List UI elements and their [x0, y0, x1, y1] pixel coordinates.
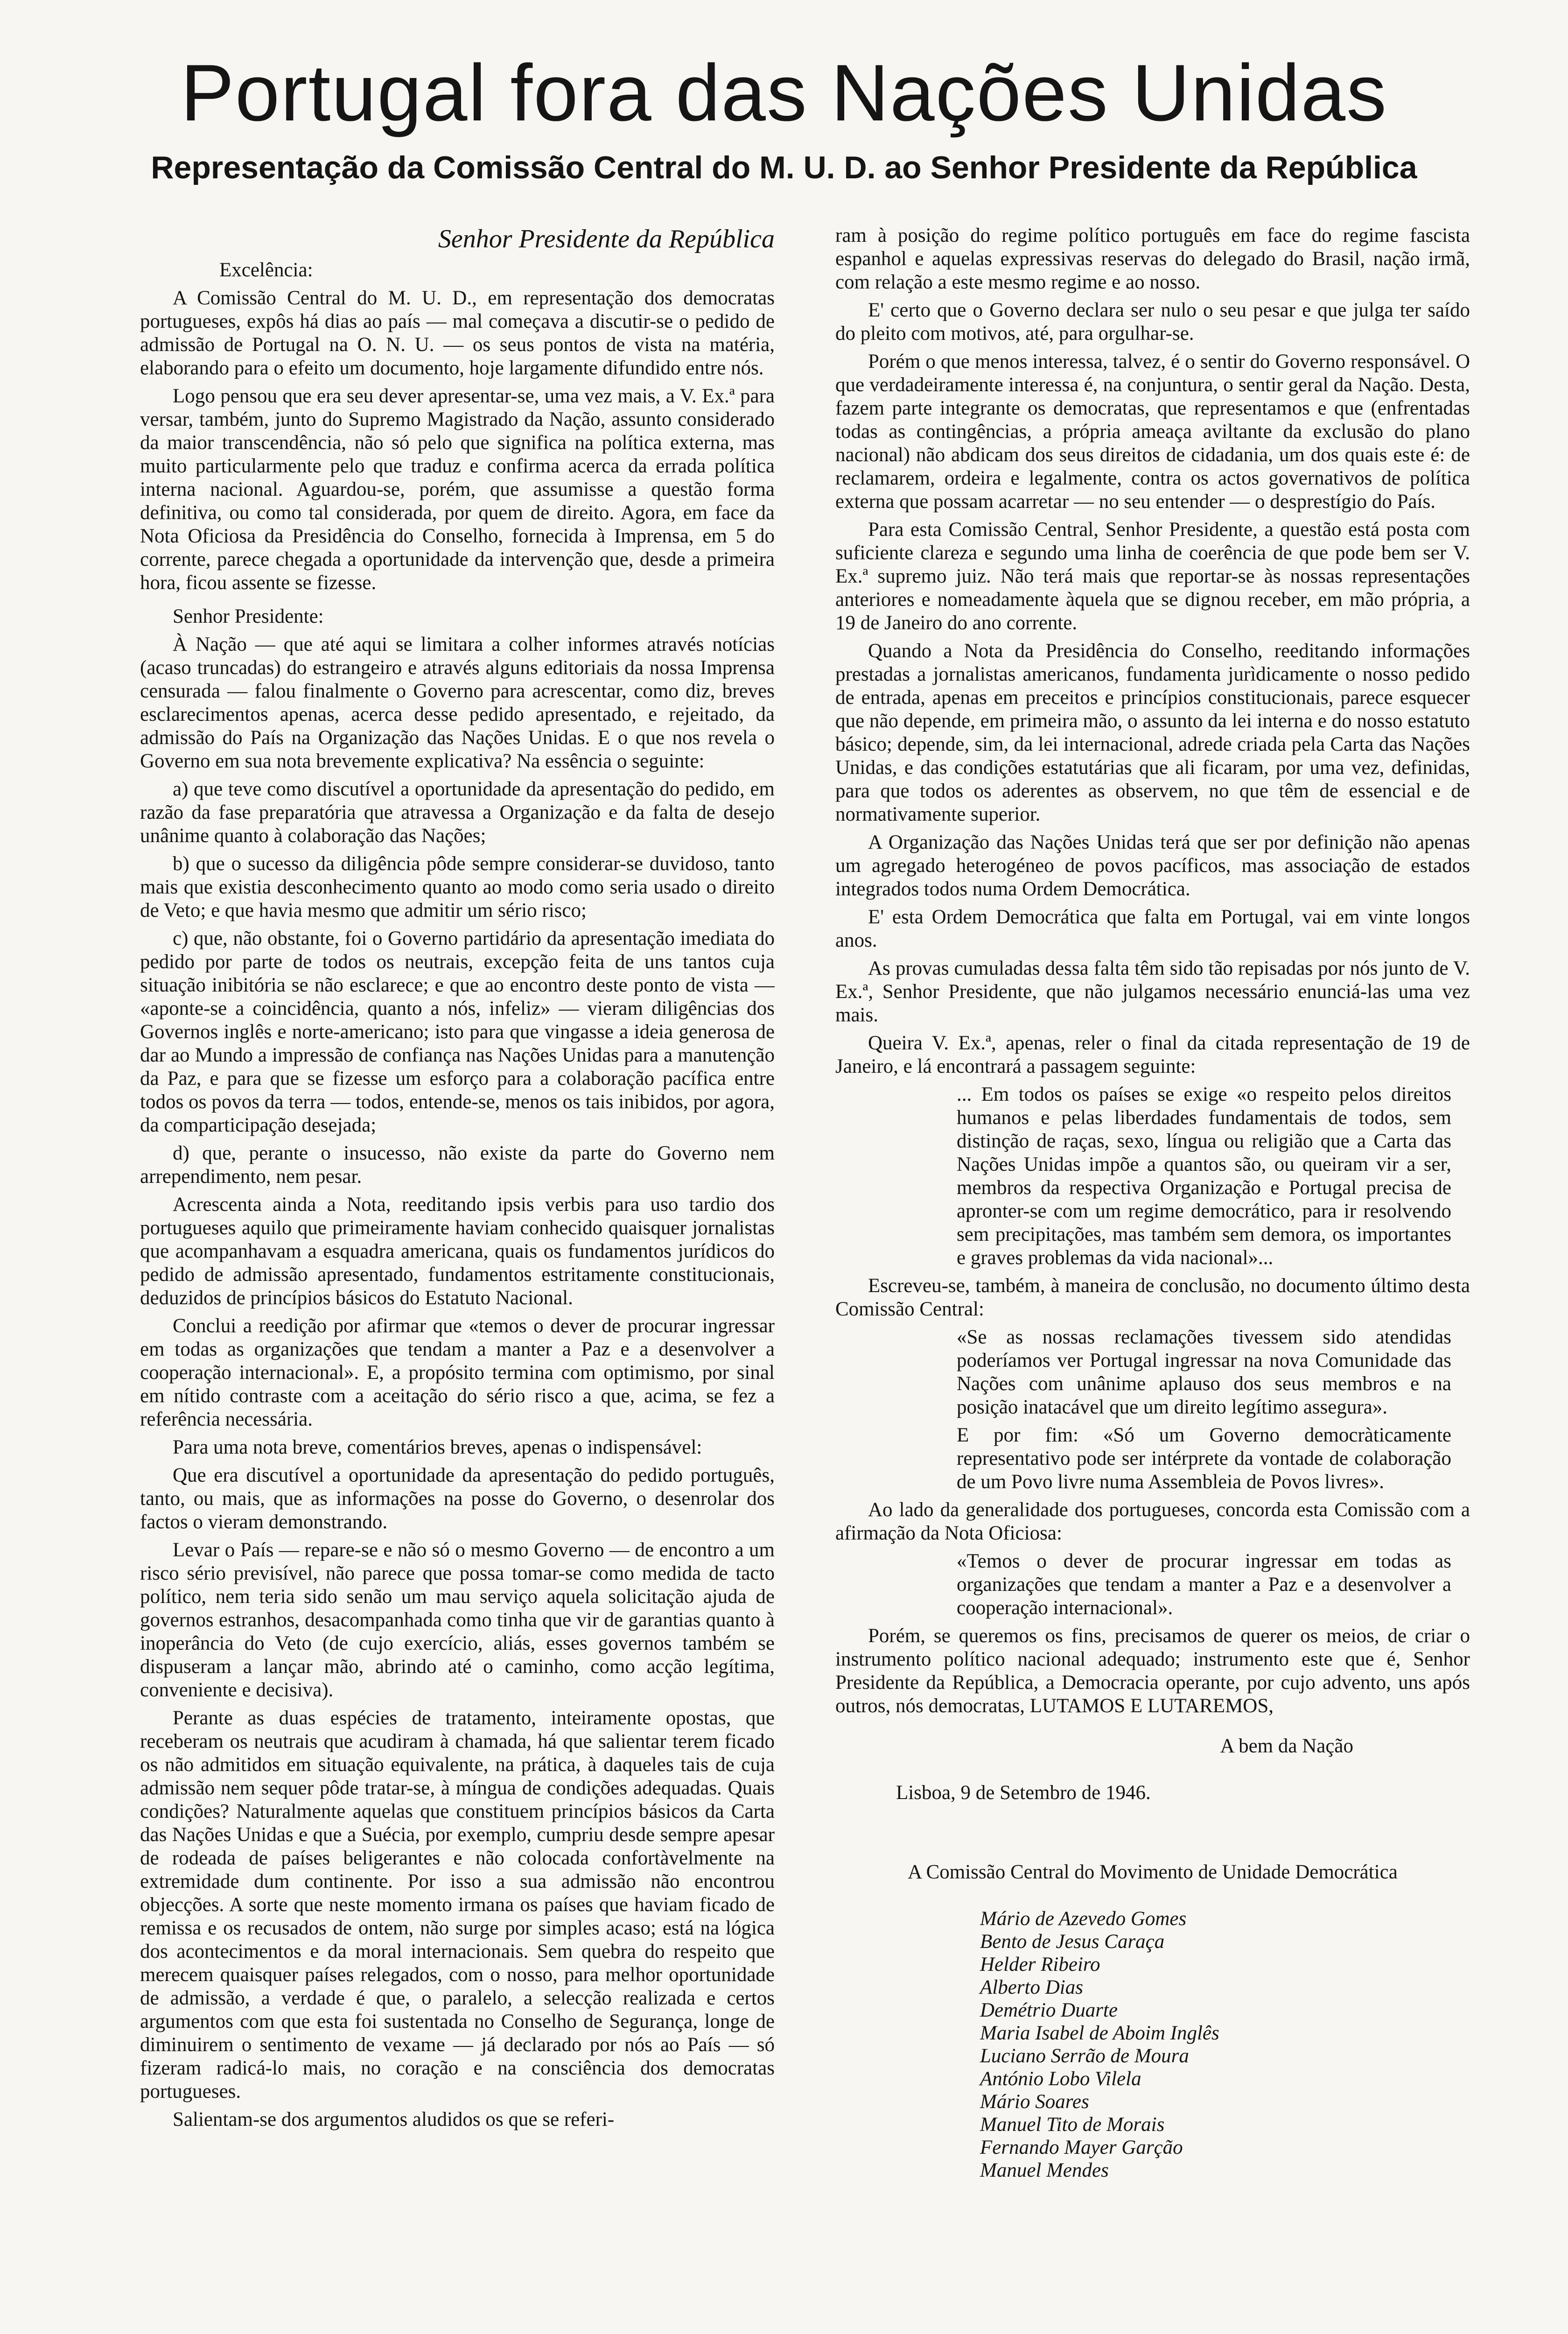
list-item-a: a) que teve como discutível a oportunidade da apresentação do pedido, em razão da fase preparatória que atravessa a Organização e da falta de desejo unânime quanto à colaboração das Nações; — [140, 778, 775, 847]
signature: Alberto Dias — [980, 1976, 1083, 1998]
committee-name: A Comissão Central do Movimento de Unidade Democrática — [908, 1861, 1398, 1883]
signature: Fernando Mayer Garção — [980, 2137, 1183, 2158]
salutation-heading: Senhor Presidente da República — [438, 225, 775, 253]
salutation-senhor-presidente: Senhor Presidente: — [173, 605, 324, 627]
place-date: Lisboa, 9 de Setembro de 1946. — [896, 1782, 1151, 1804]
block-quote: «Temos o dever de procurar ingressar em todas as organizações que tendam a manter a Paz e a desenvolver a cooperação internacional». — [957, 1550, 1451, 1619]
block-quote: ... Em todos os países se exige «o respeito pelos direitos humanos e pelas liberdades fundamentais de todos, sem distinção de raças, sexo, língua ou religião que a Carta das Nações Unidas impõe a quantos são, ou queiram vir a ser, membros da respectiva Organização e Portugal precisa de apronter-se com um regime democrático, para ir resolvendo sem precipitações, mas também sem demora, os importantes e graves problemas da vida nacional»... — [957, 1083, 1451, 1269]
paragraph: Conclui a reedição por afirmar que «temos o dever de procurar ingressar em todas as organizações que tendam a manter a Paz e a desenvolver a cooperação internacional». E, a propósito termina com optimismo, por sinal em nítido contraste com a aceitação do sério risco a que, acima, se fez a referência necessária. — [140, 1315, 775, 1430]
paragraph: Ao lado da generalidade dos portugueses, concorda esta Comissão com a afirmação da Nota Oficiosa: — [835, 1499, 1470, 1544]
salutation-excelencia: Excelência: — [219, 259, 313, 281]
paragraph: Levar o País — repare-se e não só o mesmo Governo — de encontro a um risco sério previsível, não parece que possa tomar-se como medida de tacto político, nem teria sido senão um mau serviço aquela solicitação ajuda de governos estranhos, desacompanhada como tinha que vir de garantias quanto à inoperância do Veto (de cujo exercício, aliás, esses governos também se dispuseram a lançar mão, abrindo até o caminho, como acção legítima, conveniente e decisiva). — [140, 1539, 775, 1701]
signature: Manuel Tito de Morais — [980, 2114, 1165, 2136]
paragraph: Escreveu-se, também, à maneira de conclusão, no documento último desta Comissão Central: — [835, 1275, 1470, 1320]
list-item-b: b) que o sucesso da diligência pôde sempre considerar-se duvidoso, tanto mais que existia desconhecimento quanto ao modo como seria usado o direito de Veto; e que havia mesmo que admitir um sério risco; — [140, 853, 775, 921]
paragraph: A Comissão Central do M. U. D., em representação dos democratas portugueses, expôs há dias ao país — mal começava a discutir-se o pedido de admissão de Portugal na O. N. U. — os seus pontos de vista na matéria, elaborando para o efeito um documento, hoje largamente difundido entre nós. — [140, 287, 775, 379]
block-quote: «Se as nossas reclamações tivessem sido atendidas poderíamos ver Portugal ingressar na nova Comunidade das Nações com unânime aplauso dos seus membros e na posição inatacável que um direito legítimo assegura». — [957, 1326, 1451, 1418]
list-item-c: c) que, não obstante, foi o Governo partidário da apresentação imediata do pedido por parte de todos os neutrais, excepção feita de uns tantos cuja situação inibitória se não esclarece; e que ao encontro deste ponto de vista — «aponte-se a coincidência, quanto a nós, infeliz» — vieram diligências dos Governos inglês e norte-americano; isto para que vingasse a ideia generosa de dar ao Mundo a impressão de confiança nas Nações Unidas para a manutenção da Paz, e para que se fizesse um esforço para a colaboração pacífica entre todos os povos da terra — todos, entende-se, menos os tais inibidos, por agora, da comparticipação desejada; — [140, 928, 775, 1136]
paragraph: Quando a Nota da Presidência do Conselho, reeditando informações prestadas a jornalistas americanos, fundamenta jurìdicamente o nosso pedido de entrada, apenas em preceitos e princípios constitucionais, parece esquecer que não depende, em primeira mão, o assunto da lei interna e do nosso estatuto básico; depende, sim, da lei internacional, adrede criada pela Carta das Nações Unidas, e das condições estatutárias que ali ficaram, por uma vez, definidas, para que todos os aderentes as observem, no que têm de essencial e de normativamente superior. — [835, 640, 1470, 825]
paragraph: ram à posição do regime político português em face do regime fascista espanhol e aquelas expressivas reservas do delegado do Brasil, nação irmã, com relação a este mesmo regime e ao nosso. — [835, 225, 1470, 293]
closing-formula: A bem da Nação — [1220, 1735, 1353, 1757]
signature: Bento de Jesus Caraça — [980, 1931, 1165, 1953]
signature: Mário Soares — [980, 2091, 1089, 2113]
signature: Demétrio Duarte — [980, 1999, 1118, 2021]
right-column — [835, 224, 1470, 2334]
paragraph: Para uma nota breve, comentários breves, apenas o indispensável: — [173, 1436, 702, 1458]
paragraph: Porém o que menos interessa, talvez, é o sentir do Governo responsável. O que verdadeiramente interessa é, na conjuntura, o sentir geral da Nação. Desta, fazem parte integrante os democratas, que representamos e que (enfrentadas todas as contingências, a própria ameaça aviltante da exclusão do plano nacional) não abdicam dos seus direitos de cidadania, um dos quais este é: de reclamarem, ordeira e legalmente, contra os actos governativos de política externa que possam acarretar — no seu entender — o desprestígio do País. — [835, 351, 1470, 513]
signature: Mário de Azevedo Gomes — [980, 1908, 1187, 1930]
page-title: Portugal fora das Nações Unidas — [180, 48, 1388, 138]
paragraph: E' certo que o Governo declara ser nulo o seu pesar e que julga ter saído do pleito com motivos, até, para orgulhar-se. — [835, 299, 1470, 344]
page-subtitle: Representação da Comissão Central do M. U. D. ao Senhor Presidente da República — [151, 150, 1417, 185]
paragraph: Perante as duas espécies de tratamento, inteiramente opostas, que receberam os neutrais que acudiram à chamada, há que salientar terem ficado os não admitidos em situação equivalente, na prática, à daqueles tais de cuja admissão nem sequer pôde tratar-se, à míngua de condições adequadas. Quais condições? Naturalmente aquelas que constituem princípios básicos da Carta das Nações Unidas e que a Suécia, por exemplo, cumpriu desde sempre apesar de rodeada de países beligerantes e não colocada confortàvelmente na extremidade dum continente. Por isso a sua admissão não encontrou objecções. A sorte que neste momento irmana os países que haviam ficado de remissa e os recusados de ontem, não surge por simples acaso; está na lógica dos acontecimentos e da moral internacionais. Sem quebra do respeito que merecem quaisquer países relegados, com o nosso, para melhor oportunidade de admissão, a verdade é que, o paralelo, a selecção realizada e certos argumentos com que esta foi sustentada no Conselho de Segurança, longe de diminuirem o sentimento de vexame — já declarado por nós ao País — só fizeram radicá-lo mais, no coração e na consciência dos democratas portugueses. — [140, 1707, 775, 2102]
block-quote: E por fim: «Só um Governo democràticamente representativo pode ser intérprete da vontade de colaboração de um Povo livre numa Assembleia de Povos livres». — [957, 1424, 1451, 1493]
left-column — [140, 224, 775, 2334]
paragraph: À Nação — que até aqui se limitara a colher informes através notícias (acaso truncadas) do estrangeiro e através alguns editoriais da nossa Imprensa censurada — falou finalmente o Governo para acrescentar, como diz, breves esclarecimentos apenas, acerca desse pedido apresentado, e rejeitado, da admissão do País na Organização das Nações Unidas. E o que nos revela o Governo em sua nota brevemente explicativa? Na essência o seguinte: — [140, 633, 775, 772]
paragraph: Logo pensou que era seu dever apresentar-se, uma vez mais, a V. Ex.ª para versar, também, junto do Supremo Magistrado da Nação, assunto considerado da maior transcendência, não só pelo que significa na política externa, mas muito particularmente pelo que traduz e confirma acerca da errada política interna nacional. Aguardou-se, porém, que assumisse a questão forma definitiva, ou como tal considerada, por quem de direito. Agora, em face da Nota Oficiosa da Presidência do Conselho, fornecida à Imprensa, em 5 do corrente, parece chegada a oportunidade da intervenção que, desde a primeira hora, ficou assente se fizesse. — [140, 385, 775, 594]
paragraph: A Organização das Nações Unidas terá que ser por definição não apenas um agregado heterogéneo de povos pacíficos, mas associação de estados integrados todos numa Ordem Democrática. — [835, 831, 1470, 900]
paragraph: Para esta Comissão Central, Senhor Presidente, a questão está posta com suficiente clareza e segundo uma linha de coerência de que pode bem ser V. Ex.ª supremo juiz. Não terá mais que reportar-se às nossas representações anteriores e nomeadamente àquela que se dignou receber, em mão própria, a 19 de Janeiro do ano corrente. — [835, 519, 1470, 634]
paragraph: Que era discutível a oportunidade da apresentação do pedido português, tanto, ou mais, que as informações na posse do Governo, o desenrolar dos factos o vieram demonstrando. — [140, 1464, 775, 1533]
signature: Maria Isabel de Aboim Inglês — [980, 2022, 1219, 2044]
paragraph: Queira V. Ex.ª, apenas, reler o final da citada representação de 19 de Janeiro, e lá encontrará a passagem seguinte: — [835, 1032, 1470, 1077]
paragraph: Acrescenta ainda a Nota, reeditando ipsis verbis para uso tardio dos portugueses aquilo que primeiramente haviam conhecido quaisquer jornalistas que acompanhavam a esquadra americana, quais os fundamentos jurídicos do pedido de admissão apresentado, fundamentos estritamente constitucionais, deduzidos de princípios básicos do Estatuto Nacional. — [140, 1194, 775, 1309]
paragraph: Salientam-se dos argumentos aludidos os que se referi- — [173, 2109, 615, 2130]
signature: Luciano Serrão de Moura — [980, 2045, 1189, 2067]
signature: António Lobo Vilela — [980, 2068, 1141, 2090]
paragraph: E' esta Ordem Democrática que falta em Portugal, vai em vinte longos anos. — [835, 906, 1470, 951]
signature: Helder Ribeiro — [980, 1954, 1100, 1975]
signature: Manuel Mendes — [980, 2159, 1109, 2181]
signature-list — [980, 1907, 1470, 2182]
paragraph: As provas cumuladas dessa falta têm sido tão repisadas por nós junto de V. Ex.ª, Senhor Presidente, que não julgamos necessário enunciá-las uma vez mais. — [835, 957, 1470, 1026]
list-item-d: d) que, perante o insucesso, não existe da parte do Governo nem arrependimento, nem pesar. — [140, 1142, 775, 1188]
paragraph: Porém, se queremos os fins, precisamos de querer os meios, de criar o instrumento político nacional adequado; instrumento este que é, Senhor Presidente da República, a Democracia operante, por cujo advento, uns após outros, nós democratas, LUTAMOS E LUTAREMOS, — [835, 1625, 1470, 1717]
